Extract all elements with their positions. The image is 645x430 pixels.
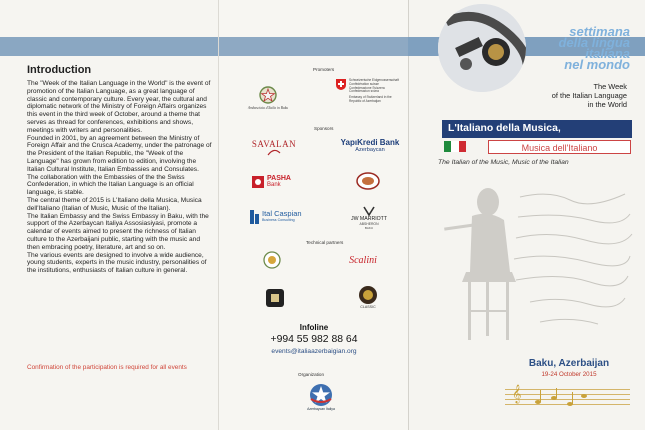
swiss-embassy-logo: [336, 79, 406, 113]
cover-title: [490, 26, 630, 70]
technical-partners-label: Technical partners: [306, 240, 344, 245]
scalini-name: Scalini: [349, 254, 377, 266]
intro-paragraph: The central theme of 2015 is L'Italiano della Musica, Musica dell'Italiano (Italian of Music, Music of the Italian).: [27, 196, 202, 212]
week-line: of the Italian Language: [551, 91, 627, 100]
round-seal-icon: [263, 251, 281, 269]
jw-name: JW MARRIOTT: [350, 216, 388, 222]
swiss-name-line: Schweizerische Eidgenossenschaft: [349, 78, 399, 82]
yapikredi-sub: Azerbaycan: [355, 146, 385, 153]
swiss-name-line: Confederaziun svizra: [349, 89, 379, 94]
cover-title-line: della lingua: [558, 35, 630, 50]
intro-title: Introduction: [27, 64, 92, 76]
phone-number[interactable]: +994 55 982 88 64: [270, 334, 358, 345]
pasha-text: [267, 175, 291, 189]
black-brand-logo: [263, 286, 287, 310]
classic-emblem-icon: [358, 285, 378, 305]
classic-name: CLASSIC: [360, 305, 376, 309]
week-line: in the World: [587, 100, 627, 109]
savalan-name: SAVALAN: [251, 139, 297, 149]
jw-marriott-logo: [344, 204, 394, 232]
italcaspian-logo: [250, 206, 310, 228]
pasha-emblem-icon: [252, 176, 264, 188]
sponsors-label: Sponsors: [314, 126, 334, 131]
italcaspian-text: [262, 210, 302, 224]
week-line: The Week: [593, 82, 627, 91]
event-city: Baku, Azerbaijan: [528, 358, 610, 369]
italcaspian-mark-icon: [250, 210, 260, 224]
italian-emblem-icon: [258, 84, 278, 106]
confirmation-note: Confirmation of the participation is required for all events: [27, 364, 187, 371]
intro-paragraph: Founded in 2001, by an agreement between the Ministry of Foreign Affair and the Crusca Academy, under the patronage of the President of the Italian Republic, the "Week of the Language" has grown from edition to edition, involving the Italian Cultural Institute, Italian Embassies and Consulates.: [27, 134, 212, 173]
swiss-shield-icon: [336, 79, 346, 90]
cover-title-line: italiana: [585, 46, 630, 61]
header-band-middle: [219, 37, 408, 56]
dark-badge-icon: [264, 287, 286, 309]
classic-logo: [356, 282, 380, 312]
swiss-embassy-name: Embassy of Switzerland in the Republic of Azerbaijan: [349, 95, 392, 103]
intro-paragraph: The collaboration with the Embassies of the the Swiss Confederation, in which the Italian Language is an official language, is stable.: [27, 173, 194, 197]
organization-label: Organization: [298, 372, 325, 377]
treble-clef-icon: 𝄞: [512, 386, 522, 403]
jw-sub: ABSHERON: [359, 222, 379, 226]
organization-name: Azerbaycan İtaliya: [307, 407, 335, 411]
italian-embassy-name: Ambasciata d'Italia in Baku: [247, 105, 289, 110]
swiss-name-line: Confédération suisse: [349, 81, 379, 86]
italcaspian-sub: Business Consulting: [262, 218, 295, 222]
jw-city: BAKU: [364, 226, 374, 230]
intro-paragraph: The "Week of the Italian Language in the World" is the event of promotion of the Italian Language, as a great language of classic and contemporary culture. Every year, the cultural and diplomatic network of the Ministry of Foreign Affairs organizes this event in the third week of October, around a theme that serves as thread for conferences, exhibitions and shows, meetings with writers and personalities.: [27, 80, 211, 134]
promoters-label: Promoters: [313, 67, 335, 72]
cover-title-line: nel mondo: [564, 57, 630, 72]
intro-text: [27, 80, 213, 275]
week-english-title: [510, 82, 627, 109]
italian-flag-icon: [444, 141, 466, 152]
tech-partner-seal-logo: [262, 250, 282, 270]
email-link[interactable]: events@italiaazerbaigian.org: [271, 348, 357, 355]
theme-english: The Italian of the Music, Music of the Italian: [438, 159, 569, 166]
event-dates: 19-24 October 2015: [541, 371, 597, 378]
cover-title-line: settimana: [569, 24, 630, 39]
savalan-swirl-icon: [267, 149, 281, 157]
jw-crest-icon: [363, 206, 375, 216]
oval-seal-icon: [356, 172, 380, 190]
pasha-name: PASHA: [267, 175, 291, 182]
italcaspian-name: Ital Caspian: [262, 209, 302, 218]
star-globe-icon: [308, 383, 334, 407]
intro-paragraph: The various events are designed to involve a wide audience, young students, experts in the music industry, personalities of the institutions, enthusiasts of Italian culture in general.: [27, 251, 207, 275]
flutist-manuscript-illustration: [420, 172, 638, 354]
pasha-bank-logo: [252, 172, 306, 192]
yapikredi-name: YapıKredi Bank: [340, 137, 400, 147]
yapikredi-logo: [335, 134, 405, 156]
header-band-left: [0, 37, 218, 56]
italian-embassy-logo: [234, 78, 302, 116]
intro-paragraph: The Italian Embassy and the Swiss Embassy in Baku, with the support of the Azerbaycan Italiya Assosiasiyasi, promote a calendar of events aimed to present the richness of Italian culture to the Azerbaijani public, starting with the music and then embracing poetry, literature, art and so on.: [27, 212, 209, 251]
scalini-logo: [346, 251, 380, 269]
pasha-sub: Bank: [267, 182, 281, 188]
oval-sponsor-logo: [354, 170, 382, 192]
theme-title-bar: L'Italiano della Musica,: [442, 120, 632, 138]
savalan-logo: [244, 134, 304, 162]
theme-subtitle: Musica dell'Italiano: [488, 140, 631, 154]
swiss-name-line: Confederazione Svizzera: [349, 85, 385, 90]
organization-logo: [300, 380, 342, 414]
music-notes-icon: [532, 388, 592, 410]
swiss-text: [349, 79, 399, 104]
infoline-label: Infoline: [299, 323, 329, 332]
